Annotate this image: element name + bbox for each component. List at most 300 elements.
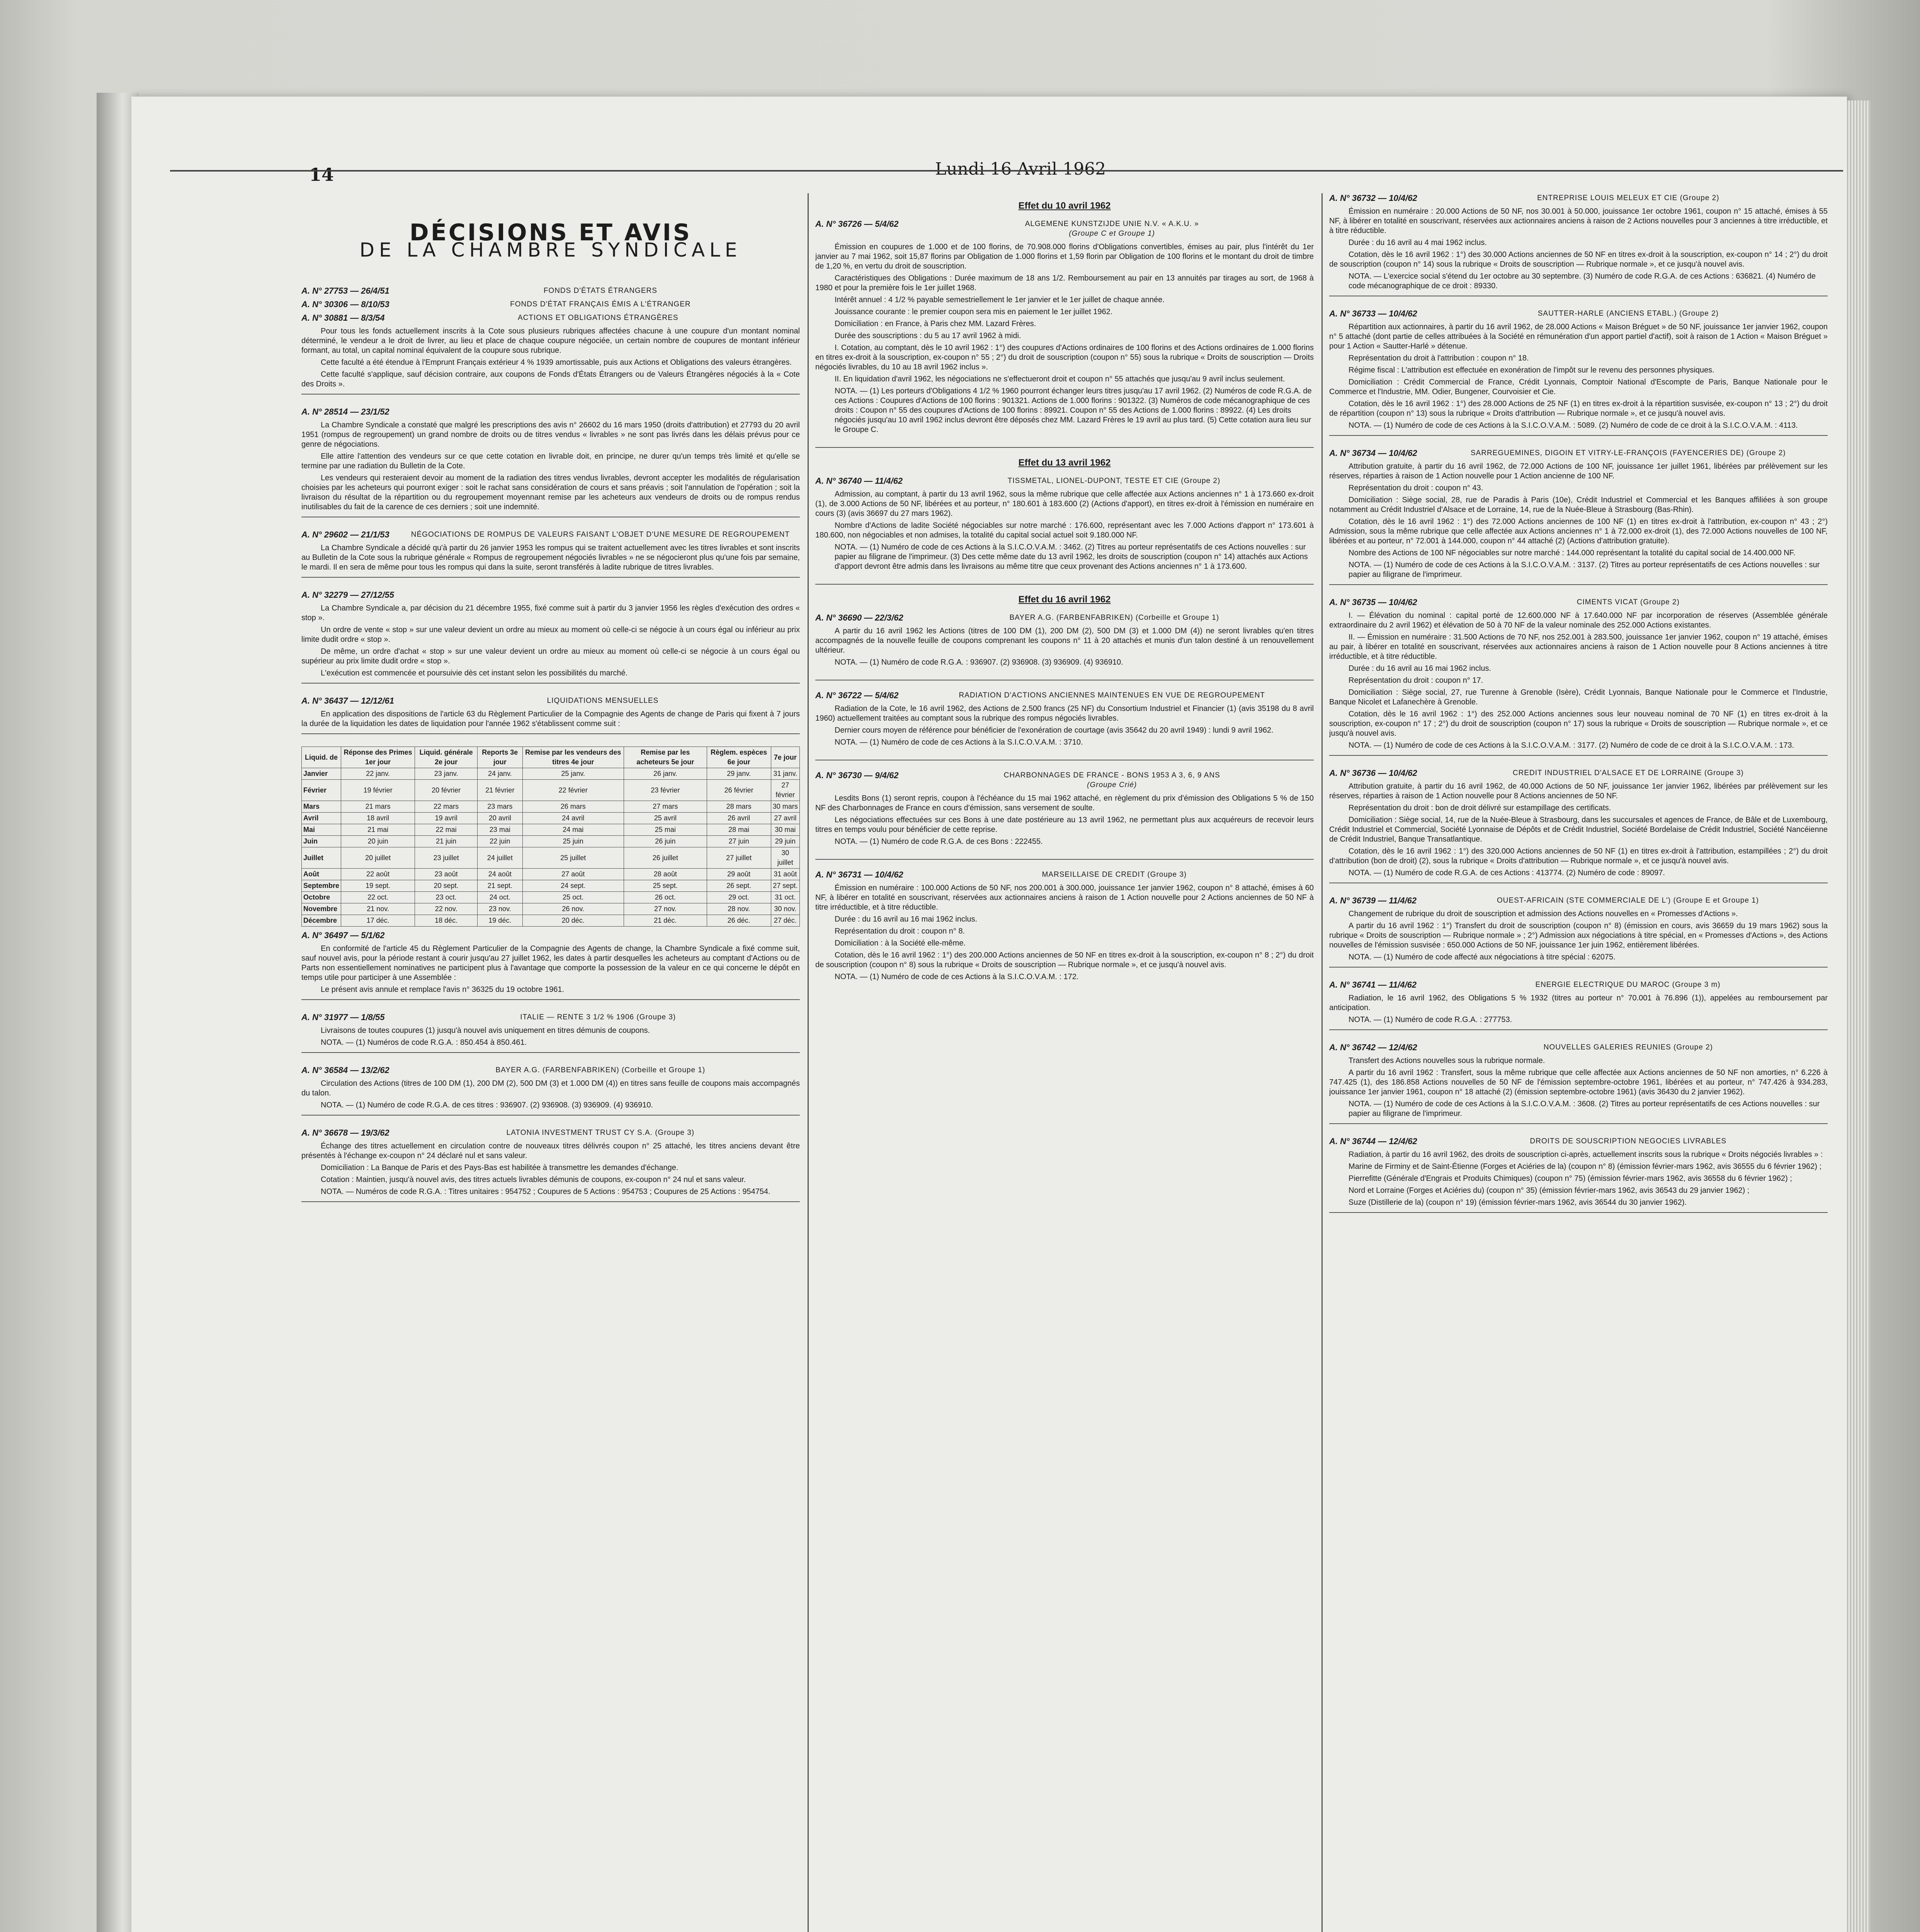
table-cell: 30 nov. <box>771 903 799 915</box>
table-cell: 26 avril <box>707 813 771 824</box>
effective-date-heading: Effet du 10 avril 1962 <box>1018 201 1111 211</box>
notice-reference: A. N° 36731 — 10/4/62 <box>815 870 903 879</box>
separator <box>815 584 1314 585</box>
table-cell: 28 août <box>624 869 707 880</box>
table-cell: 24 août <box>478 869 522 880</box>
table-cell: Août <box>302 869 341 880</box>
notice-note: NOTA. — (1) Numéro de code de ces Actions à la S.I.C.O.V.A.M. : 3137. (2) Titres au porteur représentatifs de ces Actions nouvelles : sur papier au filigrane de l'imprimeur. <box>1349 561 1820 579</box>
notice <box>301 1012 800 1053</box>
notice-paragraph: Livraisons de toutes coupures (1) jusqu'à nouvel avis uniquement en titres démunis de coupons. <box>321 1026 650 1035</box>
notice-paragraph: Suze (Distillerie de la) (coupon n° 19) (émission février-mars 1962, avis 36544 du 30 janvier 1962). <box>1349 1198 1687 1207</box>
table-cell: 27 déc. <box>771 915 799 927</box>
notice-paragraph: Radiation, à partir du 16 avril 1962, des droits de souscription ci-après, actuellement inscrits sous la rubrique « Droits négociés livrables » : <box>1349 1150 1823 1159</box>
notice-paragraph: Transfert des Actions nouvelles sous la rubrique normale. <box>1349 1056 1545 1065</box>
notice <box>815 219 1314 435</box>
table-cell: 25 oct. <box>522 892 624 903</box>
notice-subject <box>903 476 1314 486</box>
notice-reference: A. N° 36730 — 9/4/62 <box>815 770 899 780</box>
page-stack-edge <box>1847 100 1870 1932</box>
notice-paragraph: Domiciliation : Siège social, 14, rue de la Nuée-Bleue à Strasbourg, dans les succursales et agences de France, de Bâle et de Luxembourg, Crédit Industriel et Commercial, Société Lyonnaise de Dépôts et de Crédit Industriel, Société Bordelaise de Crédit Industriel, Société Nancéienne de Crédit Industriel, Banque Transatlantique. <box>1329 816 1828 844</box>
table-cell: 22 oct. <box>341 892 415 903</box>
notice <box>815 870 1314 982</box>
column-rule <box>1321 193 1323 1932</box>
table-cell: 27 février <box>771 780 799 801</box>
notice-header <box>815 690 1314 700</box>
table-cell: 23 nov. <box>478 903 522 915</box>
notice-reference: A. N° 36739 — 11/4/62 <box>1329 896 1417 905</box>
notice-paragraph: La Chambre Syndicale a, par décision du 21 décembre 1955, fixé comme suit à partir du 3 janvier 1956 les règles d'exécution des ordres « stop ». <box>301 604 800 622</box>
notice <box>301 930 800 1000</box>
notice-paragraph: Domiciliation : La Banque de Paris et des Pays-Bas est habilitée à transmettre les demandes d'échange. <box>321 1163 679 1172</box>
table-header-cell: Reports 3e jour <box>478 747 522 768</box>
table-cell: 22 février <box>522 780 624 801</box>
table-cell: 24 janv. <box>478 768 522 780</box>
notice-reference: A. N° 32279 — 27/12/55 <box>301 590 394 600</box>
notice-paragraph: Cotation, dès le 16 avril 1962 : 1°) des 72.000 Actions anciennes de 100 NF (1) en titres ex-droit à l'attribution, ex-coupon n° 43 ; 2°) Admission, sous la même rubrique que celle affectée aux Actions anciennes n° 1 à 72.000 ex-droit (1), des 72.000 Actions nouvelles de 100 NF, libérées et au porteur, n° 72.001 à 144.000, coupon n° 44 attaché (2) (Actions d'attribution gratuite). <box>1329 517 1828 545</box>
notice-paragraph: Durée : du 16 avril au 16 mai 1962 inclus. <box>1349 664 1491 673</box>
notice-header <box>301 590 800 600</box>
table-cell: 27 août <box>522 869 624 880</box>
table-cell: 26 déc. <box>707 915 771 927</box>
separator <box>1329 1123 1828 1124</box>
table-cell: 19 avril <box>415 813 478 824</box>
notice-paragraph: Le présent avis annule et remplace l'avis n° 36325 du 19 octobre 1961. <box>321 985 565 994</box>
table-cell: 20 juin <box>341 836 415 847</box>
notice-paragraph: L'exécution est commencée et poursuivie dès cet instant selon les possibilités du marché. <box>321 669 628 677</box>
notice-paragraph: Pierrefitte (Générale d'Engrais et Produits Chimiques) (coupon n° 75) (émission février-mars 1962, avis 36558 du 6 février 1962) ; <box>1349 1174 1792 1183</box>
section-title: DÉCISIONS ET AVIS <box>409 219 692 246</box>
table-cell: 23 août <box>415 869 478 880</box>
table-cell: 29 oct. <box>707 892 771 903</box>
notice-paragraph: Échange des titres actuellement en circulation contre de nouveaux titres délivrés coupon n° 25 attaché, les titres anciens devant être présentés à l'échange ex-coupon n° 24 déclaré nul et sans valeur. <box>301 1142 800 1160</box>
table-cell: 26 juillet <box>624 847 707 869</box>
table-cell: Mars <box>302 801 341 813</box>
notice <box>301 1128 800 1202</box>
notice-paragraph: Cotation, dès le 16 avril 1962 : 1°) des 30.000 Actions anciennes de 50 NF en titres ex-droit à la souscription, ex-coupon n° 14 ; 2°) du droit de souscription (coupon n° 14) sous la rubrique « Droits de souscription — Rubrique normale », et ce jusqu'à nouvel avis. <box>1329 250 1828 269</box>
table-cell: 19 déc. <box>478 915 522 927</box>
notice-reference: A. N° 36741 — 11/4/62 <box>1329 980 1417 990</box>
table-cell: 22 mars <box>415 801 478 813</box>
table-header-cell: Liquid. générale 2e jour <box>415 747 478 768</box>
notice-paragraph: Cette faculté s'applique, sauf décision contraire, aux coupons de Fonds d'États Étrangers ou de Valeurs Étrangères négociés à la « Cote des Droits ». <box>301 370 800 388</box>
table-cell: 31 janv. <box>771 768 799 780</box>
section-subtitle: DE LA CHAMBRE SYNDICALE <box>359 239 742 261</box>
table-cell: 29 juin <box>771 836 799 847</box>
table-cell: 25 mai <box>624 824 707 836</box>
notice-subject: BAYER A.G. (FARBENFABRIKEN) (Corbeille et Groupe 1) <box>495 1066 706 1074</box>
notice-header <box>815 476 1314 486</box>
notice-subject-title: BAYER A.G. (FARBENFABRIKEN) (Corbeille et Groupe 1) <box>1009 614 1219 622</box>
table-row <box>302 780 800 801</box>
notice-reference: A. N° 36742 — 12/4/62 <box>1329 1043 1417 1052</box>
notice-note: NOTA. — (1) Numéros de code R.G.A. : 850.454 à 850.461. <box>321 1038 527 1047</box>
separator <box>1329 1212 1828 1213</box>
notice-subject: ACTIONS ET OBLIGATIONS ÉTRANGÈRES <box>517 314 679 322</box>
notice-paragraph: Dernier cours moyen de référence pour bénéficier de l'exonération de courtage (avis 35642 du 20 avril 1949) : lundi 9 avril 1962. <box>835 726 1274 735</box>
notice-subject-title: ALGEMENE KUNSTZIJDE UNIE N.V. « A.K.U. » <box>1025 220 1199 228</box>
notice-header <box>815 219 1314 238</box>
table-cell: 20 juillet <box>341 847 415 869</box>
notice <box>301 286 800 395</box>
table-cell: 20 février <box>415 780 478 801</box>
separator <box>301 1052 800 1053</box>
notice-paragraph: Représentation du droit : coupon n° 8. <box>835 927 965 935</box>
table-cell: 22 mai <box>415 824 478 836</box>
notice-paragraph: Durée : du 16 avril au 16 mai 1962 inclus. <box>835 915 978 923</box>
table-cell: 25 juillet <box>522 847 624 869</box>
notice-paragraph: Les négociations effectuées sur ces Bons à une date postérieure au 13 avril 1962, ne permettant plus aux acquéreurs de recevoir leurs titres en temps voulu pour bénéficier de cette reprise. <box>815 816 1314 834</box>
notice-subject <box>898 219 1314 238</box>
notice-reference: A. N° 30881 — 8/3/54 <box>301 313 385 323</box>
notice-paragraph: Durée des souscriptions : du 5 au 17 avril 1962 à midi. <box>835 332 1021 340</box>
table-row <box>302 847 800 869</box>
notice-paragraph: Répartition aux actionnaires, à partir du 16 avril 1962, de 28.000 Actions « Maison Bréguet » de 50 NF, jouissance 1er janvier 1962, coupon n° 5 attaché (dont partie de celles attribuées à la Société en rémunération d'un apport partiel d'actif), soit à raison de 1 Action « Maison Bréguet » pour 1 Action « Sautter-Harlé » détenue. <box>1329 323 1828 350</box>
notice-reference: A. N° 36726 — 5/4/62 <box>815 219 899 229</box>
table-cell: 29 janv. <box>707 768 771 780</box>
separator <box>301 1201 800 1202</box>
table-cell: 30 juillet <box>771 847 799 869</box>
notice-paragraph: De même, un ordre d'achat « stop » sur une valeur devient un ordre au mieux au moment où celle-ci se négocie à un cours égal ou supérieur au prix limite dudit ordre « stop ». <box>301 647 800 665</box>
column-3 <box>1329 193 1828 1932</box>
notice-paragraph: A partir du 16 avril 1962 : 1°) Transfert du droit de souscription (coupon n° 8) (émission en cours, avis 36659 du 19 mars 1962) sous la rubrique « Droits de souscription — Rubrique normale » ; 2°) Admission aux négociations à titre spécial, en « Promesses d'Actions », des Actions nouvelles de l'émission susvisée : 650.000 Actions de 50 NF, jouissance 1er juin 1962, entièrement libérées. <box>1329 922 1828 949</box>
notice-header <box>301 286 800 296</box>
notice-paragraph: Admission, au comptant, à partir du 13 avril 1962, sous la même rubrique que celle affectée aux Actions anciennes n° 1 à 173.660 ex-droit (1), de 3.000 Actions de 50 NF, libérées et au porteur, n° 180.601 à 183.600 (2) (Actions d'apport), en titres ex-droit à l'émission en numéraire en cours (3) (avis 36697 du 27 mars 1962). <box>815 490 1314 518</box>
table-cell: Février <box>302 780 341 801</box>
table-cell: Octobre <box>302 892 341 903</box>
notice-subject <box>903 870 1314 879</box>
notice-reference: A. N° 36733 — 10/4/62 <box>1329 309 1417 318</box>
table-cell: 19 sept. <box>341 880 415 892</box>
table-header-cell: Remise par les vendeurs des titres 4e jour <box>522 747 624 768</box>
notice-paragraph: Représentation du droit : bon de droit délivré sur estampillage des certificats. <box>1349 804 1611 812</box>
notice-paragraph: Changement de rubrique du droit de souscription et admission des Actions nouvelles en « Promesses d'Actions ». <box>1349 910 1738 918</box>
table-cell: 29 août <box>707 869 771 880</box>
notice-paragraph: Représentation du droit à l'attribution : coupon n° 18. <box>1349 354 1529 362</box>
separator <box>301 1115 800 1116</box>
notice-header <box>1329 448 1828 458</box>
table-cell: 30 mai <box>771 824 799 836</box>
table-row <box>302 836 800 847</box>
notice-subject: FONDS D'ÉTAT FRANÇAIS ÉMIS A L'ÉTRANGER <box>510 300 691 308</box>
notice-note: NOTA. — (1) Numéro de code R.G.A. de ces titres : 936907. (2) 936908. (3) 936909. (4) 936910. <box>321 1101 653 1109</box>
table-row <box>302 915 800 927</box>
separator <box>1329 435 1828 436</box>
notice-note: NOTA. — (1) Numéro de code R.G.A. de ces Bons : 222455. <box>835 837 1043 846</box>
table-cell: 21 nov. <box>341 903 415 915</box>
notice-paragraph: Cotation, dès le 16 avril 1962 : 1°) des 320.000 Actions anciennes de 50 NF (1) en titres ex-droit à l'attribution, estampillées ; 2°) du droit d'attribution (bon de droit) (2), sous la rubrique « Droits d'attribution — Rubrique normale », et ce jusqu'à nouvel avis. <box>1329 847 1828 865</box>
table-cell: 24 oct. <box>478 892 522 903</box>
table-header-cell: Réponse des Primes 1er jour <box>341 747 415 768</box>
notice-paragraph: Marine de Firminy et de Saint-Étienne (Forges et Aciéries de la) (coupon n° 8) (émission février-mars 1962, avis 36555 du 6 février 1962) ; <box>1349 1162 1822 1171</box>
notice-header <box>1329 597 1828 607</box>
notice-paragraph: II. — Émission en numéraire : 31.500 Actions de 70 NF, nos 252.001 à 283.500, jouissance 1er janvier 1962, coupon n° 19 attaché, émises au pair, à libérer en totalité en souscrivant, réservées aux actionnaires anciens à raison de 1 Action nouvelle pour 8 Actions anciennes à titre irréductible, et à titre réductible. <box>1329 633 1828 661</box>
notice-subject-title: TISSMETAL, LIONEL-DUPONT, TESTE ET CIE (Groupe 2) <box>1007 477 1221 485</box>
notice-header <box>1329 768 1828 778</box>
notice-reference: A. N° 36678 — 19/3/62 <box>301 1128 389 1138</box>
table-cell: 24 avril <box>522 813 624 824</box>
notice <box>1329 309 1828 436</box>
table-row <box>302 903 800 915</box>
notice-header <box>1329 1136 1828 1146</box>
notice-note: NOTA. — (1) Numéro de code de ces Actions à la S.I.C.O.V.A.M. : 172. <box>835 973 1079 981</box>
notice-paragraph: Les vendeurs qui resteraient devoir au moment de la radiation des titres vendus livrables, devront accepter les modalités de régularisation choisies par les acheteurs qui pourront exiger : soit le rachat sans considération de cours et sans préavis ; soit l'annulation de l'opération ; soit la livraison du résultat de la répartition ou du regroupement moyennant remise par les acheteurs aux vendeurs de droits ou de rompus rendus inutilisables du fait de la carence de ces derniers ; soit une indemnité. <box>301 474 800 511</box>
notice-paragraph: Domiciliation : Siège social, 27, rue Turenne à Grenoble (Isère), Crédit Lyonnais, Banque Nationale pour le Commerce et l'Industrie, Banque Nicolet et Lafanechère à Grenoble. <box>1329 688 1828 706</box>
table-cell: 21 sept. <box>478 880 522 892</box>
table-cell: 21 mars <box>341 801 415 813</box>
notice-reference: A. N° 28514 — 23/1/52 <box>301 407 389 417</box>
table-body <box>302 768 800 927</box>
table-cell: 27 avril <box>771 813 799 824</box>
notice-paragraph: Nombre des Actions de 100 NF négociables sur notre marché : 144.000 représentant la totalité du capital social de 14.400.000 NF. <box>1349 549 1796 557</box>
table-cell: Novembre <box>302 903 341 915</box>
table-cell: 23 mai <box>478 824 522 836</box>
notice-reference: A. N° 31977 — 1/8/55 <box>301 1012 385 1022</box>
table-row <box>302 813 800 824</box>
table-cell: 23 février <box>624 780 707 801</box>
table-cell: 20 sept. <box>415 880 478 892</box>
table-row <box>302 892 800 903</box>
notice-reference: A. N° 27753 — 26/4/51 <box>301 286 389 296</box>
table-cell: 30 mars <box>771 801 799 813</box>
table-cell: 26 oct. <box>624 892 707 903</box>
table-cell: 25 sept. <box>624 880 707 892</box>
notice-header <box>301 407 800 417</box>
table-cell: Septembre <box>302 880 341 892</box>
notice-paragraph: Émission en coupures de 1.000 et de 100 florins, de 70.908.000 florins d'Obligations convertibles, émises au pair, plus l'intérêt du 1er janvier au 7 mai 1962, soit 15,87 florins par Obligation de 1.000 florins et 1,59 florin par Obligation de 100 florins et le montant du droit de timbre de 1,20 %, en vertu du droit de souscription. <box>815 243 1314 270</box>
separator <box>301 577 800 578</box>
notice-reference: A. N° 36722 — 5/4/62 <box>815 690 899 700</box>
notice-paragraph: La Chambre Syndicale a décidé qu'à partir du 26 janvier 1953 les rompus qui se traitent actuellement avec les titres livrables et sont inscrits au Bulletin de la Cote sous la rubrique générale « Rompus de regroupement négociés livrables » ne se négocieront plus qu'une fois par semaine, le mardi. Il en sera de même pour tous les rompus qui dans la suite, seront transférés à ladite rubrique de titres livrables. <box>301 544 800 571</box>
column-rule <box>808 193 809 1932</box>
page-number: 14 <box>309 164 334 185</box>
notice-note: NOTA. — (1) Les porteurs d'Obligations 4 1/2 % 1960 pourront échanger leurs titres jusqu'au 17 avril 1962. (2) Numéros de code R.G.A. de ces Actions : Coupures d'Actions de 100 florins : 901321. Actions de 1.000 florins : 901322. (3) Numéros de code mécanographique de ces droits : Coupon n° 55 des coupures d'Actions de 100 florins : 89921. Coupon n° 55 des Actions de 1.000 florins : 89922. (4) Les droits négociés jusqu'au 10 avril 1962 inclus devront être déposés chez MM. Lazard Frères le 19 avril au plus tard. (5) Cette cotation aura lieu sur le Groupe C. <box>835 387 1312 434</box>
notice-note: NOTA. — (1) Numéro de code de ces Actions à la S.I.C.O.V.A.M. : 5089. (2) Numéro de code de ce droit à la S.I.C.O.V.A.M. : 4113. <box>1349 421 1798 430</box>
notice-header <box>1329 1043 1828 1052</box>
table-cell: 22 août <box>341 869 415 880</box>
effective-date-heading: Effet du 16 avril 1962 <box>1018 594 1111 605</box>
notice-subject: SARREGUEMINES, DIGOIN ET VITRY-LE-FRANÇOIS (FAYENCERIES DE) (Groupe 2) <box>1470 449 1786 457</box>
notice-paragraph: En application des dispositions de l'article 63 du Règlement Particulier de la Compagnie des Agents de change de Paris qui fixent à 7 jours la durée de la liquidation les dates de liquidation pour l'année 1962 s'établissent comme suit : <box>301 710 800 728</box>
table-cell: 26 janv. <box>624 768 707 780</box>
table-cell: 20 déc. <box>522 915 624 927</box>
notice-paragraph: Cette faculté a été étendue à l'Emprunt Français extérieur 4 % 1939 amortissable, puis aux Actions et Obligations des valeurs étrangères. <box>321 358 792 367</box>
table-cell: 23 mars <box>478 801 522 813</box>
table-cell: Décembre <box>302 915 341 927</box>
table-cell: 25 juin <box>522 836 624 847</box>
notice <box>1329 1043 1828 1124</box>
notice <box>301 407 800 517</box>
notice-header <box>1329 193 1828 203</box>
notice-reference: A. N° 30306 — 8/10/53 <box>301 299 389 309</box>
notice <box>815 613 1314 667</box>
notice-reference: A. N° 29602 — 21/1/53 <box>301 530 389 539</box>
table-cell: Juillet <box>302 847 341 869</box>
notice-subject: CREDIT INDUSTRIEL D'ALSACE ET DE LORRAINE (Groupe 3) <box>1512 769 1744 777</box>
notice-paragraph: Attribution gratuite, à partir du 16 avril 1962, de 72.000 Actions de 100 NF, jouissance 1er juillet 1961, libérées par prélèvement sur les réserves, réparties à raison de 1 Action nouvelle pour 1 Action ancienne de 100 NF. <box>1329 462 1828 480</box>
table-row <box>302 768 800 780</box>
notice-paragraph: II. En liquidation d'avril 1962, les négociations ne s'effectueront droit et coupon n° 55 attachés que jusqu'au 9 avril inclus seulement. <box>835 375 1285 383</box>
notice-paragraph: En conformité de l'article 45 du Règlement Particulier de la Compagnie des Agents de change, la Chambre Syndicale a fixé comme suit, sauf nouvel avis, pour la période restant à courir jusqu'au 27 juillet 1962, les dates à partir desquelles les acheteurs au comptant d'Actions ou de Parts non essentiellement nominatives ne participent plus à l'avantage que comporte la possession de la valeur en ce qui concerne le dépôt en temps utile pour participer à une Assemblée : <box>301 944 800 982</box>
table-cell: 18 avril <box>341 813 415 824</box>
notice-header <box>301 299 800 309</box>
notice-header <box>301 930 800 940</box>
notice-paragraph: Domiciliation : en France, à Paris chez MM. Lazard Frères. <box>835 320 1036 328</box>
notice-subject <box>898 690 1314 700</box>
table-cell: 26 nov. <box>522 903 624 915</box>
table-cell: 23 oct. <box>415 892 478 903</box>
table-cell: Janvier <box>302 768 341 780</box>
notice-subject <box>898 770 1314 790</box>
table-cell: 28 nov. <box>707 903 771 915</box>
notice-subject: OUEST-AFRICAIN (STE COMMERCIALE DE L') (Groupe E et Groupe 1) <box>1497 896 1759 905</box>
table-cell: 31 août <box>771 869 799 880</box>
table-cell: 31 oct. <box>771 892 799 903</box>
notice <box>1329 597 1828 756</box>
notice-subject: SAUTTER-HARLE (ANCIENS ETABL.) (Groupe 2) <box>1537 310 1719 318</box>
notice-subject: CIMENTS VICAT (Groupe 2) <box>1576 598 1680 606</box>
table-cell: 24 mai <box>522 824 624 836</box>
table-cell: 26 sept. <box>707 880 771 892</box>
notice-paragraph: Représentation du droit : coupon n° 43. <box>1349 484 1483 492</box>
notice-list <box>301 930 800 1202</box>
notice <box>301 696 800 734</box>
notice-reference: A. N° 36690 — 22/3/62 <box>815 613 903 622</box>
separator <box>1329 1029 1828 1030</box>
notice-paragraph: Cotation, dès le 16 avril 1962 : 1°) des 28.000 Actions de 25 NF (1) en titres ex-droit à la répartition susvisée, ex-coupon n° 13 ; 2°) du droit de répartition (coupon n° 13) sous la rubrique « Droits d'attribution — Rubrique normale », et ce jusqu'à nouvel avis. <box>1329 400 1828 418</box>
notice-header <box>301 1065 800 1075</box>
notice <box>1329 768 1828 883</box>
table-header-cell: Remise par les acheteurs 5e jour <box>624 747 707 768</box>
notice-paragraph: Lesdits Bons (1) seront repris, coupon à l'échéance du 15 mai 1962 attaché, en règlement du prix d'émission des Obligations 5 % de 150 NF des Charbonnages de France en cours d'émission, sans versement de soulte. <box>815 794 1314 812</box>
notice-note: NOTA. — Numéros de code R.G.A. : Titres unitaires : 954752 ; Coupures de 5 Actions : 954753 ; Coupures de 25 Actions : 954754. <box>321 1187 770 1196</box>
notice-reference: A. N° 36736 — 10/4/62 <box>1329 768 1417 778</box>
table-cell: 26 février <box>707 780 771 801</box>
notice-list <box>301 286 800 734</box>
header-rule <box>170 170 1843 172</box>
table-cell: 17 déc. <box>341 915 415 927</box>
notice-paragraph: Radiation de la Cote, le 16 avril 1962, des Actions de 2.500 francs (25 NF) du Consortium Industriel et Financier (1) (avis 35198 du 8 avril 1960) actuellement traitées au comptant sous la rubrique des rompus négociés livrables. <box>815 704 1314 723</box>
notice-paragraph: Représentation du droit : coupon n° 17. <box>1349 676 1483 685</box>
liquidation-table <box>301 747 800 927</box>
table-cell: 27 juillet <box>707 847 771 869</box>
notice-subject: FONDS D'ÉTATS ÉTRANGERS <box>543 287 657 295</box>
notice <box>301 590 800 684</box>
notice <box>301 1065 800 1116</box>
table-cell: 22 nov. <box>415 903 478 915</box>
notice-paragraph: I. Cotation, au comptant, dès le 10 avril 1962 : 1°) des coupures d'Actions ordinaires de 100 florins et des Actions ordinaires de 1.000 florins en titres ex-droit à la souscription, ex-coupon n° 55 ; 2°) du droit de souscription (coupon n° 55) sous la rubrique « Droits de souscription — Droits négociés livrables, du 10 au 18 avril 1962 inclus ». <box>815 344 1314 371</box>
table-cell: 20 avril <box>478 813 522 824</box>
table-header-cell: Règlem. espèces 6e jour <box>707 747 771 768</box>
notice-subject-title: RADIATION D'ACTIONS ANCIENNES MAINTENUES EN VUE DE REGROUPEMENT <box>959 691 1265 699</box>
separator <box>1329 967 1828 968</box>
table-cell: 28 mai <box>707 824 771 836</box>
notice <box>1329 193 1828 296</box>
notice-paragraph: Émission en numéraire : 100.000 Actions de 50 NF, nos 200.001 à 300.000, jouissance 1er janvier 1962, coupon n° 8 attaché, émises à 60 NF, à libérer en totalité en souscrivant, réservées aux actionnaires anciens à raison de 1 Action nouvelle pour 2 Actions anciennes de 50 NF à titre irréductible, et à titre réductible. <box>815 884 1314 912</box>
table-cell: 21 mai <box>341 824 415 836</box>
notice-paragraph: Attribution gratuite, à partir du 16 avril 1962, de 40.000 Actions de 50 NF, jouissance 1er janvier 1962, libérées par prélèvement sur les réserves, réparties à raison de 1 Action nouvelle pour 8 Actions anciennes de 50 NF. <box>1329 782 1828 800</box>
notice <box>815 690 1314 747</box>
notice-reference: A. N° 36744 — 12/4/62 <box>1329 1136 1417 1146</box>
notice-paragraph: Émission en numéraire : 20.000 Actions de 50 NF, nos 30.001 à 50.000, jouissance 1er octobre 1961, coupon n° 15 attaché, émises à 55 NF, à libérer en totalité en souscrivant, réservées aux actionnaires anciens à raison de 2 Actions nouvelles pour 3 anciennes à titre irréductible, et à titre réductible. <box>1329 207 1828 235</box>
notice-group: (Groupe Crié) <box>1087 781 1137 789</box>
notice-header <box>301 530 800 539</box>
notice-header <box>301 1012 800 1022</box>
table-cell: 24 juillet <box>478 847 522 869</box>
separator <box>301 683 800 684</box>
notice-header <box>1329 980 1828 990</box>
column-2 <box>815 193 1314 1932</box>
table-cell: 27 sept. <box>771 880 799 892</box>
notice-group: (Groupe C et Groupe 1) <box>1069 230 1155 238</box>
notice-subject: NOUVELLES GALERIES REUNIES (Groupe 2) <box>1543 1043 1713 1051</box>
notice-paragraph: Régime fiscal : L'attribution est effectuée en exonération de l'impôt sur le revenu des personnes physiques. <box>1349 366 1714 374</box>
table-row <box>302 880 800 892</box>
notice-note: NOTA. — (1) Numéro de code affecté aux négociations à titre spécial : 62075. <box>1349 953 1616 961</box>
notice-reference: A. N° 36740 — 11/4/62 <box>815 476 903 486</box>
separator <box>301 394 800 395</box>
notice-paragraph: La Chambre Syndicale a constaté que malgré les prescriptions des avis n° 26602 du 16 mars 1950 (droits d'attribution) et 27793 du 20 avril 1951 (rompus de regroupement) un grand nombre de droits ou de titres vendus « livrables » ne sont pas livrés dans les délais prévus pour ce genre de négociations. <box>301 421 800 449</box>
notice-header <box>1329 309 1828 318</box>
notice-note: NOTA. — (1) Numéro de code R.G.A. : 277753. <box>1349 1015 1512 1024</box>
notice-note: NOTA. — (1) Numéro de code de ces Actions à la S.I.C.O.V.A.M. : 3710. <box>835 738 1083 747</box>
notice-subject <box>903 613 1314 622</box>
notice-note: NOTA. — (1) Numéro de code R.G.A. : 936907. (2) 936908. (3) 936909. (4) 936910. <box>835 658 1123 667</box>
separator <box>815 859 1314 860</box>
notice-paragraph: Intérêt annuel : 4 1/2 % payable semestriellement le 1er janvier et le 1er juillet de chaque année. <box>835 296 1165 304</box>
notice-note: NOTA. — (1) Numéro de code de ces Actions à la S.I.C.O.V.A.M. : 3462. (2) Titres au porteur représentatifs de ces Actions nouvelles : sur papier au filigrane de l'imprimeur. (3) Des cette même date du 13 avril 1962, les droits de souscription (coupon n° 14) attachés aux Actions d'apport devront être admis dans les livraisons au même titre que ceux provenant des Actions anciennes n° 1 à 173.600. <box>835 543 1308 571</box>
notice-paragraph: Un ordre de vente « stop » sur une valeur devient un ordre au mieux au moment où celle-ci se négocie à un cours égal ou inférieur au prix limite dudit ordre « stop ». <box>301 626 800 644</box>
notice <box>815 476 1314 571</box>
notice-header <box>301 1128 800 1138</box>
table-cell: 27 juin <box>707 836 771 847</box>
notice-list <box>1329 193 1828 1213</box>
notice-note: NOTA. — L'exercice social s'étend du 1er octobre au 30 septembre. (3) Numéro de code R.G.A. de ces Actions : 636821. (4) Numéro de code mécanographique de ce droit : 89330. <box>1349 272 1816 290</box>
table-cell: 22 janv. <box>341 768 415 780</box>
notice-header <box>301 313 800 323</box>
notice-paragraph: Pour tous les fonds actuellement inscrits à la Cote sous plusieurs rubriques affectées chacune à une coupure d'un montant nominal déterminé, le vendeur a le droit de livrer, au lieu et place de chaque coupure négociée, un certain nombre de coupures de montant inférieur formant, au total, un capital nominal équivalent de la coupure sous rubrique. <box>301 327 800 355</box>
table-cell: 26 mars <box>522 801 624 813</box>
notice <box>815 770 1314 847</box>
notice-paragraph: Domiciliation : Crédit Commercial de France, Crédit Lyonnais, Comptoir National d'Escompte de Paris, Banque Nationale pour le Commerce et l'Industrie, MM. Odier, Bungener, Courvoisier et Cie. <box>1329 378 1828 396</box>
table-cell: Mai <box>302 824 341 836</box>
separator <box>301 999 800 1000</box>
notice-header <box>815 870 1314 879</box>
notice-paragraph: Domiciliation : Siège social, 28, rue de Paradis à Paris (10e), Crédit Industriel et Commercial et les Banques affiliées à son groupe notamment au Crédit Industriel d'Alsace et de Lorraine, 14, rue de la Nuée-Bleue à Strasbourg (Bas-Rhin). <box>1329 496 1828 514</box>
table-cell: 18 déc. <box>415 915 478 927</box>
notice-subject-title: MARSEILLAISE DE CREDIT (Groupe 3) <box>1042 871 1187 879</box>
page-date: Lundi 16 Avril 1962 <box>935 159 1106 179</box>
notice-paragraph: A partir du 16 avril 1962 : Transfert, sous la même rubrique que celle affectée aux Actions anciennes de 50 NF non amorties, n° 6.226 à 747.425 (1), des 186.858 Actions nouvelles de 50 NF de l'émission septembre-octobre 1961, libérées et au porteur, n° 747.426 à 934.283, jouissance 1er janvier 1961, coupon n° 18 attaché (2) (émission septembre-octobre 1961) (avis 36430 du 2 janvier 1962). <box>1329 1068 1828 1096</box>
notice-paragraph: Cotation, dès le 16 avril 1962 : 1°) des 200.000 Actions anciennes de 50 NF en titres ex-droit à la souscription, ex-coupon n° 8 ; 2°) du droit de souscription (coupon n° 8) sous la rubrique « Droits de souscription — Rubrique normale », et ce jusqu'à nouvel avis. <box>815 951 1314 969</box>
notice-subject: LIQUIDATIONS MENSUELLES <box>547 697 659 705</box>
table-header-cell: 7e jour <box>771 747 799 768</box>
notice-paragraph: Cotation : Maintien, jusqu'à nouvel avis, des titres actuels livrables démunis de coupons, ex-coupon n° 24 nul et sans valeur. <box>321 1175 746 1184</box>
table-header-cell: Liquid. de <box>302 747 341 768</box>
table-cell: 27 nov. <box>624 903 707 915</box>
table-header-row <box>302 747 800 768</box>
effective-date-heading: Effet du 13 avril 1962 <box>1018 457 1111 468</box>
notice-subject-title: CHARBONNAGES DE FRANCE - BONS 1953 A 3, 6, 9 ANS <box>1003 771 1220 779</box>
separator <box>1329 755 1828 756</box>
table-cell: 25 avril <box>624 813 707 824</box>
table-cell: 26 juin <box>624 836 707 847</box>
table-cell: 27 mars <box>624 801 707 813</box>
notice-header <box>815 770 1314 790</box>
table-cell: 21 juin <box>415 836 478 847</box>
notice <box>1329 896 1828 968</box>
notice-subject: DROITS DE SOUSCRIPTION NEGOCIES LIVRABLES <box>1530 1137 1727 1145</box>
table-row <box>302 801 800 813</box>
